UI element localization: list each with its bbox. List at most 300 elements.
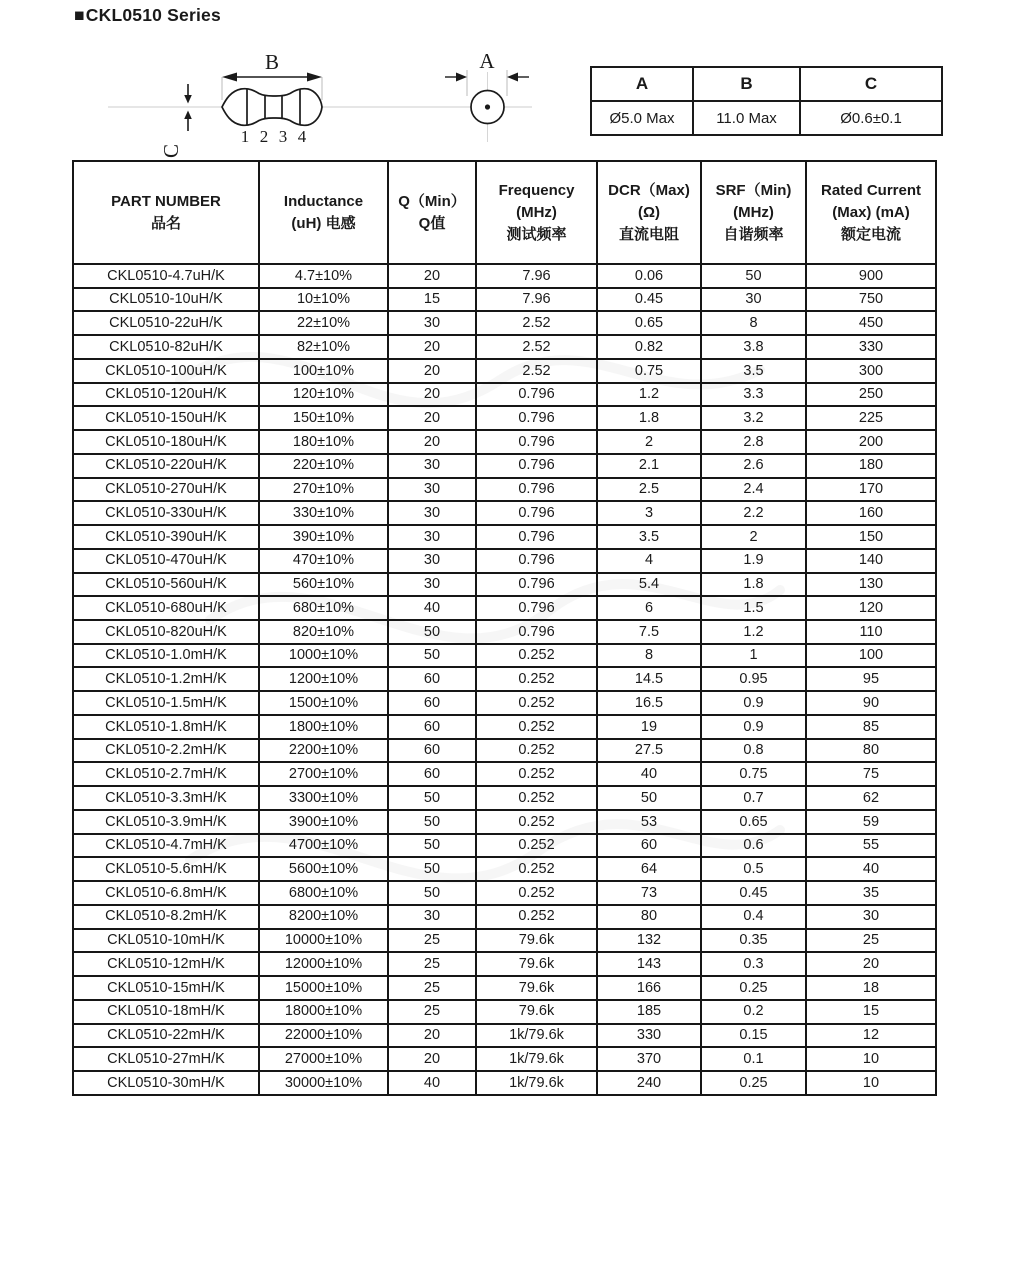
spec-cell: 2.52 bbox=[476, 311, 597, 335]
spec-cell: 30 bbox=[388, 454, 476, 478]
spec-cell: 132 bbox=[597, 929, 701, 953]
pin-3-label: 3 bbox=[278, 127, 288, 146]
spec-cell: 0.252 bbox=[476, 667, 597, 691]
spec-cell: 1800±10% bbox=[259, 715, 388, 739]
spec-cell: CKL0510-270uH/K bbox=[73, 478, 259, 502]
spec-cell: 25 bbox=[388, 929, 476, 953]
col-header-line: 测试频率 bbox=[506, 225, 567, 243]
col-header-q-min bbox=[388, 161, 476, 264]
col-header-line: (MHz) bbox=[733, 203, 774, 221]
spec-cell: 1.5 bbox=[701, 596, 806, 620]
dim-header-c: C bbox=[800, 67, 942, 101]
spec-cell: 12 bbox=[806, 1024, 936, 1048]
spec-cell: 900 bbox=[806, 264, 936, 288]
spec-cell: 560±10% bbox=[259, 573, 388, 597]
col-header-part-number bbox=[73, 161, 259, 264]
spec-cell: 40 bbox=[806, 857, 936, 881]
spec-cell: 50 bbox=[388, 620, 476, 644]
spec-cell: 1500±10% bbox=[259, 691, 388, 715]
spec-cell: 220±10% bbox=[259, 454, 388, 478]
spec-cell: 60 bbox=[388, 715, 476, 739]
spec-cell: 30 bbox=[388, 905, 476, 929]
spec-cell: 50 bbox=[388, 786, 476, 810]
spec-cell: 110 bbox=[806, 620, 936, 644]
spec-cell: 60 bbox=[388, 667, 476, 691]
table-row bbox=[73, 1047, 936, 1071]
spec-cell: 15 bbox=[806, 1000, 936, 1024]
table-row bbox=[73, 976, 936, 1000]
spec-cell: 19 bbox=[597, 715, 701, 739]
spec-cell: 180±10% bbox=[259, 430, 388, 454]
spec-cell: 250 bbox=[806, 383, 936, 407]
spec-cell: 2.52 bbox=[476, 359, 597, 383]
arrowhead-right-icon bbox=[456, 73, 467, 82]
spec-cell: 2.1 bbox=[597, 454, 701, 478]
col-header-line: 自谐频率 bbox=[723, 225, 784, 243]
dim-value-c: Ø0.6±0.1 bbox=[800, 101, 942, 135]
spec-cell: 62 bbox=[806, 786, 936, 810]
spec-cell: CKL0510-120uH/K bbox=[73, 383, 259, 407]
spec-cell: CKL0510-1.8mH/K bbox=[73, 715, 259, 739]
spec-cell: CKL0510-12mH/K bbox=[73, 952, 259, 976]
spec-cell: 3900±10% bbox=[259, 810, 388, 834]
spec-cell: 27000±10% bbox=[259, 1047, 388, 1071]
table-row bbox=[73, 786, 936, 810]
col-header-dcr bbox=[597, 161, 701, 264]
spec-cell: 95 bbox=[806, 667, 936, 691]
spec-cell: 79.6k bbox=[476, 1000, 597, 1024]
inductor-body bbox=[222, 89, 322, 126]
table-row bbox=[73, 1024, 936, 1048]
spec-cell: 1.9 bbox=[701, 549, 806, 573]
spec-cell: CKL0510-1.0mH/K bbox=[73, 644, 259, 668]
spec-cell: 0.252 bbox=[476, 786, 597, 810]
spec-cell: 20 bbox=[388, 383, 476, 407]
spec-cell: CKL0510-4.7uH/K bbox=[73, 264, 259, 288]
spec-cell: CKL0510-2.7mH/K bbox=[73, 762, 259, 786]
table-row bbox=[73, 929, 936, 953]
col-header-line: Frequency bbox=[498, 181, 575, 199]
spec-cell: 200 bbox=[806, 430, 936, 454]
spec-cell: 370 bbox=[597, 1047, 701, 1071]
spec-cell: 79.6k bbox=[476, 929, 597, 953]
spec-cell: 60 bbox=[388, 762, 476, 786]
spec-cell: 55 bbox=[806, 834, 936, 858]
spec-cell: CKL0510-2.2mH/K bbox=[73, 739, 259, 763]
spec-cell: 1.2 bbox=[597, 383, 701, 407]
dim-header-b: B bbox=[693, 67, 800, 101]
spec-cell: 50 bbox=[597, 786, 701, 810]
table-row bbox=[73, 834, 936, 858]
spec-cell: 0.796 bbox=[476, 406, 597, 430]
spec-cell: 0.95 bbox=[701, 667, 806, 691]
spec-cell: 25 bbox=[388, 952, 476, 976]
spec-cell: 2.2 bbox=[701, 501, 806, 525]
pin-1-label: 1 bbox=[240, 127, 250, 146]
spec-cell: CKL0510-10uH/K bbox=[73, 288, 259, 312]
dimension-table bbox=[590, 66, 943, 136]
spec-cell: 150±10% bbox=[259, 406, 388, 430]
spec-cell: 1k/79.6k bbox=[476, 1071, 597, 1095]
section-title bbox=[74, 5, 221, 26]
spec-cell: CKL0510-30mH/K bbox=[73, 1071, 259, 1095]
table-row bbox=[73, 430, 936, 454]
spec-cell: 0.796 bbox=[476, 620, 597, 644]
spec-cell: 0.5 bbox=[701, 857, 806, 881]
spec-cell: 0.252 bbox=[476, 762, 597, 786]
arrowhead-left-icon bbox=[222, 73, 237, 82]
spec-cell: 30 bbox=[388, 311, 476, 335]
spec-cell: CKL0510-220uH/K bbox=[73, 454, 259, 478]
spec-cell: 12000±10% bbox=[259, 952, 388, 976]
spec-cell: 3 bbox=[597, 501, 701, 525]
spec-cell: 60 bbox=[388, 739, 476, 763]
spec-cell: 0.06 bbox=[597, 264, 701, 288]
spec-cell: 35 bbox=[806, 881, 936, 905]
spec-cell: 330 bbox=[597, 1024, 701, 1048]
spec-cell: 18 bbox=[806, 976, 936, 1000]
spec-cell: CKL0510-150uH/K bbox=[73, 406, 259, 430]
spec-cell: 30 bbox=[388, 501, 476, 525]
col-header-line: PART NUMBER bbox=[111, 192, 221, 210]
spec-cell: 5600±10% bbox=[259, 857, 388, 881]
table-row bbox=[73, 715, 936, 739]
col-header-line: Rated Current bbox=[820, 181, 921, 199]
spec-cell: CKL0510-3.9mH/K bbox=[73, 810, 259, 834]
spec-cell: 25 bbox=[388, 976, 476, 1000]
spec-cell: 6 bbox=[597, 596, 701, 620]
table-row bbox=[73, 691, 936, 715]
spec-cell: 0.252 bbox=[476, 834, 597, 858]
col-header-line: Q（Min） bbox=[398, 192, 466, 210]
spec-cell: CKL0510-22mH/K bbox=[73, 1024, 259, 1048]
spec-cell: 0.6 bbox=[701, 834, 806, 858]
spec-cell: 60 bbox=[388, 691, 476, 715]
spec-cell: 2.5 bbox=[597, 478, 701, 502]
spec-cell: 100±10% bbox=[259, 359, 388, 383]
table-row bbox=[73, 549, 936, 573]
spec-cell: CKL0510-27mH/K bbox=[73, 1047, 259, 1071]
spec-cell: 4.7±10% bbox=[259, 264, 388, 288]
spec-cell: CKL0510-82uH/K bbox=[73, 335, 259, 359]
table-row bbox=[73, 1000, 936, 1024]
spec-cell: 0.252 bbox=[476, 644, 597, 668]
spec-cell: CKL0510-1.5mH/K bbox=[73, 691, 259, 715]
spec-cell: 143 bbox=[597, 952, 701, 976]
spec-cell: 240 bbox=[597, 1071, 701, 1095]
spec-cell: 0.796 bbox=[476, 549, 597, 573]
spec-cell: 150 bbox=[806, 525, 936, 549]
spec-cell: 15000±10% bbox=[259, 976, 388, 1000]
dim-b-label: B bbox=[264, 50, 280, 74]
spec-cell: 0.252 bbox=[476, 715, 597, 739]
spec-cell: 7.96 bbox=[476, 288, 597, 312]
spec-cell: 30 bbox=[806, 905, 936, 929]
spec-cell: 8 bbox=[597, 644, 701, 668]
spec-cell: 1.8 bbox=[597, 406, 701, 430]
spec-cell: 7.5 bbox=[597, 620, 701, 644]
spec-cell: 3.2 bbox=[701, 406, 806, 430]
spec-cell: CKL0510-10mH/K bbox=[73, 929, 259, 953]
table-row bbox=[73, 952, 936, 976]
spec-cell: 20 bbox=[388, 359, 476, 383]
col-header-rated-current bbox=[806, 161, 936, 264]
spec-cell: 6800±10% bbox=[259, 881, 388, 905]
spec-cell: CKL0510-8.2mH/K bbox=[73, 905, 259, 929]
spec-cell: CKL0510-5.6mH/K bbox=[73, 857, 259, 881]
spec-cell: 50 bbox=[701, 264, 806, 288]
spec-cell: 1000±10% bbox=[259, 644, 388, 668]
table-row bbox=[73, 881, 936, 905]
spec-cell: 2.4 bbox=[701, 478, 806, 502]
spec-cell: 50 bbox=[388, 857, 476, 881]
spec-cell: 0.252 bbox=[476, 810, 597, 834]
spec-cell: 53 bbox=[597, 810, 701, 834]
spec-cell: 15 bbox=[388, 288, 476, 312]
spec-cell: 0.8 bbox=[701, 739, 806, 763]
col-header-line: Q值 bbox=[418, 214, 446, 232]
dim-value-b: 11.0 Max bbox=[693, 101, 800, 135]
spec-cell: 170 bbox=[806, 478, 936, 502]
table-row bbox=[73, 335, 936, 359]
spec-cell: 0.796 bbox=[476, 596, 597, 620]
spec-cell: 30000±10% bbox=[259, 1071, 388, 1095]
spec-cell: 79.6k bbox=[476, 976, 597, 1000]
spec-cell: 1200±10% bbox=[259, 667, 388, 691]
spec-cell: 27.5 bbox=[597, 739, 701, 763]
spec-cell: 0.25 bbox=[701, 976, 806, 1000]
spec-cell: 7.96 bbox=[476, 264, 597, 288]
spec-cell: 3.3 bbox=[701, 383, 806, 407]
spec-cell: CKL0510-470uH/K bbox=[73, 549, 259, 573]
spec-cell: 5.4 bbox=[597, 573, 701, 597]
spec-table-body bbox=[73, 264, 936, 1095]
spec-cell: 820±10% bbox=[259, 620, 388, 644]
spec-cell: 0.796 bbox=[476, 573, 597, 597]
spec-cell: 0.35 bbox=[701, 929, 806, 953]
spec-cell: 390±10% bbox=[259, 525, 388, 549]
spec-cell: 10000±10% bbox=[259, 929, 388, 953]
table-row bbox=[73, 573, 936, 597]
spec-cell: 0.796 bbox=[476, 478, 597, 502]
spec-cell: 0.252 bbox=[476, 881, 597, 905]
spec-cell: 0.796 bbox=[476, 525, 597, 549]
dim-c-label: C bbox=[159, 143, 183, 158]
col-header-line: 直流电阻 bbox=[618, 225, 679, 243]
spec-cell: 22000±10% bbox=[259, 1024, 388, 1048]
spec-cell: 59 bbox=[806, 810, 936, 834]
table-row bbox=[73, 525, 936, 549]
spec-cell: 330±10% bbox=[259, 501, 388, 525]
spec-cell: 60 bbox=[597, 834, 701, 858]
spec-cell: 140 bbox=[806, 549, 936, 573]
spec-cell: 16.5 bbox=[597, 691, 701, 715]
spec-cell: 0.9 bbox=[701, 715, 806, 739]
spec-table bbox=[72, 160, 937, 1096]
table-row bbox=[73, 667, 936, 691]
spec-cell: 40 bbox=[597, 762, 701, 786]
spec-cell: CKL0510-100uH/K bbox=[73, 359, 259, 383]
spec-cell: 0.796 bbox=[476, 501, 597, 525]
spec-cell: 22±10% bbox=[259, 311, 388, 335]
spec-cell: 0.796 bbox=[476, 430, 597, 454]
spec-cell: 1k/79.6k bbox=[476, 1047, 597, 1071]
spec-cell: 130 bbox=[806, 573, 936, 597]
spec-cell: 270±10% bbox=[259, 478, 388, 502]
spec-cell: 25 bbox=[388, 1000, 476, 1024]
table-row bbox=[73, 383, 936, 407]
spec-cell: 0.2 bbox=[701, 1000, 806, 1024]
spec-cell: 2.6 bbox=[701, 454, 806, 478]
section-marker-icon: ■ bbox=[74, 5, 85, 25]
spec-cell: 80 bbox=[597, 905, 701, 929]
spec-cell: 3.5 bbox=[701, 359, 806, 383]
spec-cell: 166 bbox=[597, 976, 701, 1000]
spec-cell: 82±10% bbox=[259, 335, 388, 359]
table-row bbox=[73, 644, 936, 668]
spec-cell: 0.4 bbox=[701, 905, 806, 929]
arrowhead-left-icon bbox=[507, 73, 518, 82]
pin-2-label: 2 bbox=[259, 127, 269, 146]
spec-cell: CKL0510-330uH/K bbox=[73, 501, 259, 525]
spec-cell: 750 bbox=[806, 288, 936, 312]
spec-cell: 0.252 bbox=[476, 739, 597, 763]
spec-cell: 10 bbox=[806, 1071, 936, 1095]
spec-cell: 4 bbox=[597, 549, 701, 573]
spec-cell: 20 bbox=[388, 335, 476, 359]
spec-cell: 0.82 bbox=[597, 335, 701, 359]
spec-cell: 0.65 bbox=[701, 810, 806, 834]
pin-4-label: 4 bbox=[297, 127, 307, 146]
spec-cell: 79.6k bbox=[476, 952, 597, 976]
spec-cell: 50 bbox=[388, 644, 476, 668]
end-view bbox=[471, 91, 504, 124]
table-row bbox=[73, 359, 936, 383]
spec-cell: 2 bbox=[597, 430, 701, 454]
spec-cell: CKL0510-820uH/K bbox=[73, 620, 259, 644]
spec-cell: 160 bbox=[806, 501, 936, 525]
spec-cell: 0.252 bbox=[476, 857, 597, 881]
col-header-line: (Max) (mA) bbox=[832, 203, 910, 221]
spec-cell: CKL0510-18mH/K bbox=[73, 1000, 259, 1024]
arrowhead-down-icon bbox=[184, 95, 192, 104]
col-header-line: Inductance bbox=[283, 192, 364, 210]
col-header-line: SRF（Min) bbox=[715, 181, 792, 199]
spec-cell: 0.796 bbox=[476, 454, 597, 478]
table-row bbox=[73, 762, 936, 786]
spec-cell: 30 bbox=[388, 573, 476, 597]
spec-cell: 2.52 bbox=[476, 335, 597, 359]
table-row bbox=[73, 288, 936, 312]
table-row bbox=[73, 311, 936, 335]
col-header-line: (Ω) bbox=[637, 203, 661, 221]
spec-cell: 0.75 bbox=[597, 359, 701, 383]
spec-cell: CKL0510-180uH/K bbox=[73, 430, 259, 454]
spec-cell: 20 bbox=[388, 430, 476, 454]
arrowhead-right-icon bbox=[307, 73, 322, 82]
col-header-srf bbox=[701, 161, 806, 264]
dimension-table-header-row bbox=[591, 67, 942, 101]
table-row bbox=[73, 406, 936, 430]
table-row bbox=[73, 620, 936, 644]
spec-cell: CKL0510-6.8mH/K bbox=[73, 881, 259, 905]
table-row bbox=[73, 501, 936, 525]
spec-cell: 470±10% bbox=[259, 549, 388, 573]
spec-cell: 1 bbox=[701, 644, 806, 668]
spec-cell: 50 bbox=[388, 834, 476, 858]
spec-cell: 330 bbox=[806, 335, 936, 359]
spec-cell: 0.9 bbox=[701, 691, 806, 715]
dimension-table-value-row bbox=[591, 101, 942, 135]
spec-cell: 120±10% bbox=[259, 383, 388, 407]
col-header-line: (uH) 电感 bbox=[291, 214, 356, 232]
table-row bbox=[73, 1071, 936, 1095]
spec-cell: 0.252 bbox=[476, 691, 597, 715]
table-row bbox=[73, 739, 936, 763]
spec-cell: 2.8 bbox=[701, 430, 806, 454]
table-row bbox=[73, 454, 936, 478]
spec-cell: 3.5 bbox=[597, 525, 701, 549]
spec-cell: 90 bbox=[806, 691, 936, 715]
spec-cell: 80 bbox=[806, 739, 936, 763]
spec-cell: 20 bbox=[806, 952, 936, 976]
spec-cell: 3300±10% bbox=[259, 786, 388, 810]
spec-table-header-row bbox=[73, 161, 936, 264]
spec-cell: 0.65 bbox=[597, 311, 701, 335]
spec-cell: 8 bbox=[701, 311, 806, 335]
spec-cell: 0.3 bbox=[701, 952, 806, 976]
spec-cell: 0.7 bbox=[701, 786, 806, 810]
dim-a-label: A bbox=[479, 49, 495, 73]
dim-header-a: A bbox=[591, 67, 693, 101]
spec-cell: 20 bbox=[388, 1047, 476, 1071]
table-row bbox=[73, 905, 936, 929]
spec-cell: 2200±10% bbox=[259, 739, 388, 763]
spec-cell: 0.15 bbox=[701, 1024, 806, 1048]
col-header-inductance bbox=[259, 161, 388, 264]
table-row bbox=[73, 264, 936, 288]
spec-cell: 20 bbox=[388, 406, 476, 430]
spec-cell: 3.8 bbox=[701, 335, 806, 359]
spec-cell: 0.252 bbox=[476, 905, 597, 929]
col-header-frequency bbox=[476, 161, 597, 264]
spec-cell: 4700±10% bbox=[259, 834, 388, 858]
spec-cell: 225 bbox=[806, 406, 936, 430]
col-header-line: (MHz) bbox=[516, 203, 557, 221]
spec-cell: 30 bbox=[701, 288, 806, 312]
spec-cell: 30 bbox=[388, 478, 476, 502]
spec-cell: 18000±10% bbox=[259, 1000, 388, 1024]
spec-cell: CKL0510-390uH/K bbox=[73, 525, 259, 549]
arrowhead-up-icon bbox=[184, 111, 192, 120]
spec-cell: 0.75 bbox=[701, 762, 806, 786]
spec-cell: CKL0510-560uH/K bbox=[73, 573, 259, 597]
spec-cell: 30 bbox=[388, 525, 476, 549]
table-row bbox=[73, 596, 936, 620]
spec-cell: 1.2 bbox=[701, 620, 806, 644]
spec-cell: 0.25 bbox=[701, 1071, 806, 1095]
spec-cell: 10±10% bbox=[259, 288, 388, 312]
spec-cell: CKL0510-680uH/K bbox=[73, 596, 259, 620]
table-row bbox=[73, 810, 936, 834]
spec-cell: CKL0510-3.3mH/K bbox=[73, 786, 259, 810]
spec-cell: 0.796 bbox=[476, 383, 597, 407]
spec-cell: 100 bbox=[806, 644, 936, 668]
series-title: CKL0510 Series bbox=[85, 5, 221, 25]
spec-cell: 40 bbox=[388, 1071, 476, 1095]
spec-cell: 85 bbox=[806, 715, 936, 739]
pin-numbers bbox=[241, 127, 307, 146]
